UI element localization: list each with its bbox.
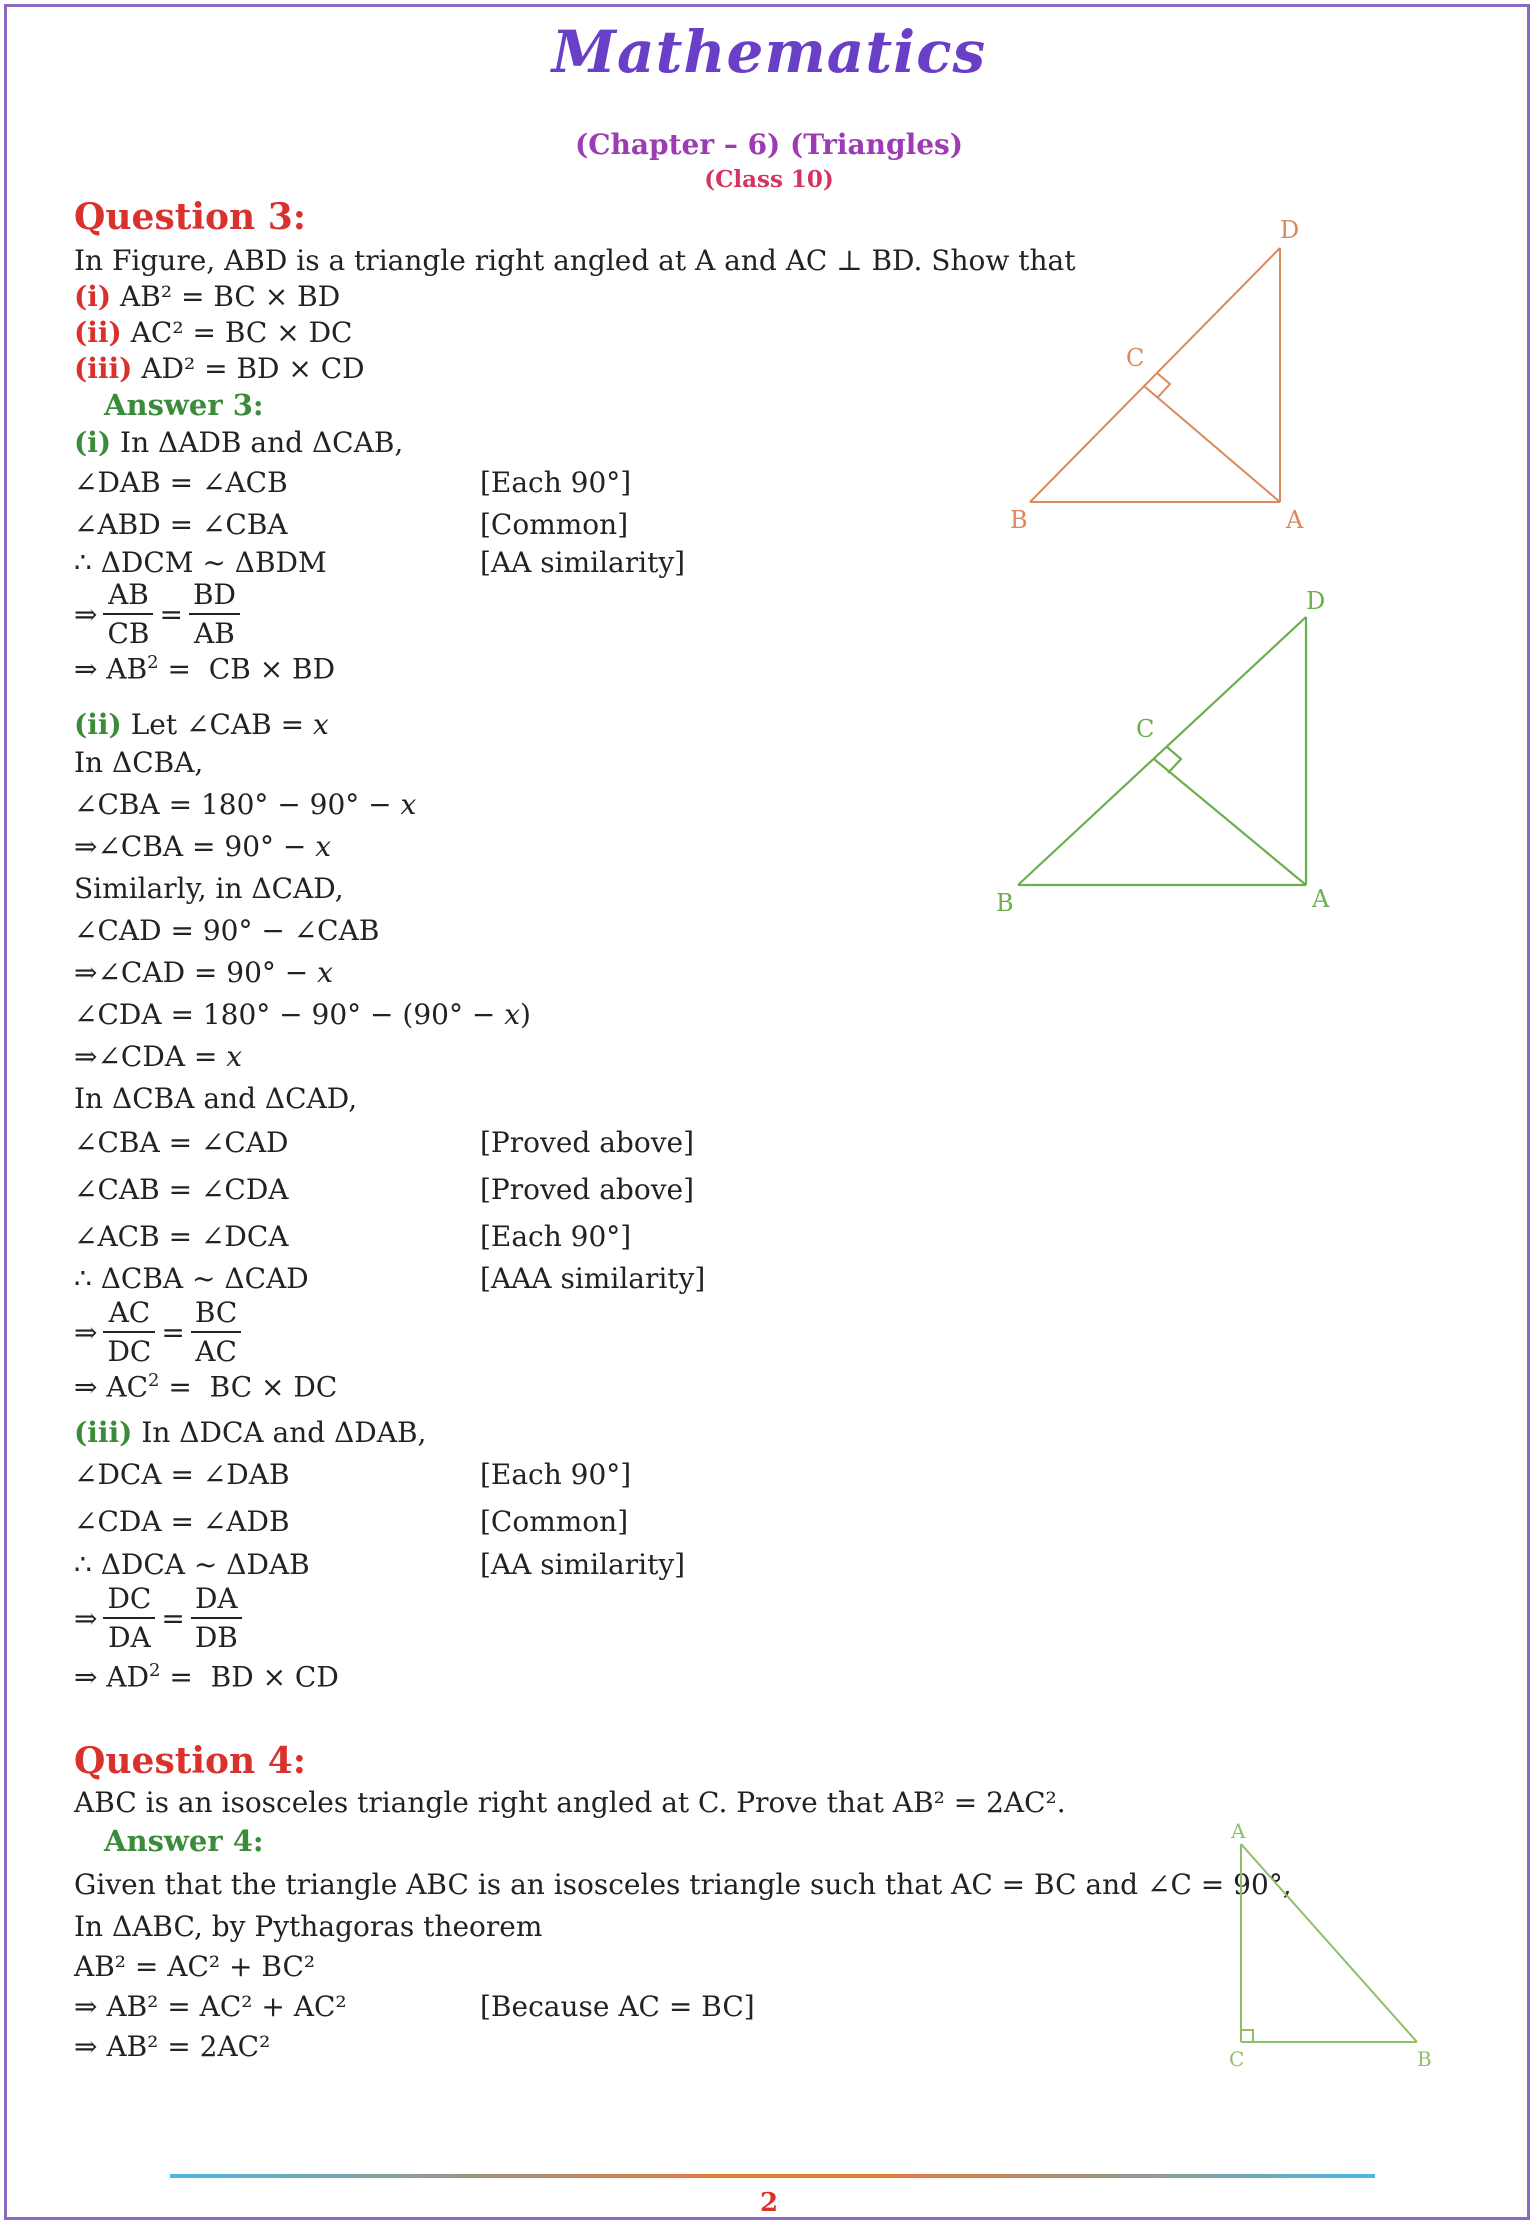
result-lhs: ⇒ AC (74, 1370, 149, 1404)
exponent: 2 (149, 1660, 161, 1681)
answer-4-heading: Answer 4: (104, 1824, 264, 1858)
vertex-c-label: C (1136, 715, 1155, 743)
result-lhs: ⇒ AD (74, 1660, 150, 1694)
question-4-intro: ABC is an isosceles triangle right angled at C. Prove that AB² = 2AC². (74, 1786, 1066, 1819)
statement: ∠CBA = ∠CAD (74, 1126, 289, 1159)
reason: [Proved above] (480, 1173, 695, 1206)
ratio-equation (74, 1582, 248, 1654)
implies-arrow: ⇒ (74, 1315, 98, 1349)
result-line (74, 1660, 339, 1693)
ratio-equation (74, 578, 246, 650)
proof-line: Given that the triangle ABC is an isosceles triangle such that AC = BC and ∠C = 90°, (74, 1868, 1292, 1901)
vertex-c-label: C (1229, 2047, 1245, 2071)
proof-line: In ΔABC, by Pythagoras theorem (74, 1910, 543, 1943)
equals-sign: = (159, 597, 183, 631)
proof-line: Similarly, in ΔCAD, (74, 872, 344, 905)
numerator: AC (103, 1296, 155, 1333)
denominator: AC (195, 1335, 237, 1368)
triangle-figure-1 (990, 210, 1330, 540)
result-rhs: = BD × CD (160, 1660, 339, 1694)
answer-3-heading: Answer 3: (104, 388, 264, 422)
segment-bd (1018, 617, 1306, 885)
vertex-b-label: B (996, 889, 1014, 917)
part-text: AD² = BD × CD (141, 352, 365, 385)
part-label: (iii) (74, 352, 133, 385)
statement: ∴ ΔCBA ~ ΔCAD (74, 1262, 309, 1295)
part-i-intro (74, 426, 403, 459)
segment-bd (1030, 248, 1280, 502)
part-intro-text: In ΔDCA and ΔDAB, (141, 1416, 427, 1449)
statement: ∠ABD = ∠CBA (74, 508, 288, 541)
part-ii-intro (74, 708, 329, 741)
numerator: DA (191, 1582, 242, 1619)
proof-line: ⇒∠CBA = 90° − 𝑥 (74, 830, 332, 863)
statement: ∠DAB = ∠ACB (74, 466, 288, 499)
vertex-a-label: A (1312, 885, 1330, 913)
statement: ∴ ΔDCA ~ ΔDAB (74, 1548, 310, 1581)
proof-line: ⇒ AB² = 2AC² (74, 2030, 271, 2063)
page-number: 2 (759, 2188, 779, 2218)
implies-arrow: ⇒ (74, 597, 98, 631)
question-4-heading: Question 4: (74, 1740, 307, 1782)
reason: [Common] (480, 1505, 629, 1538)
page-title: Mathematics (551, 18, 987, 86)
question-3-part-i (74, 280, 340, 313)
numerator: BD (189, 578, 240, 615)
statement: ∠DCA = ∠DAB (74, 1458, 290, 1491)
result-rhs: = CB × BD (158, 652, 336, 686)
exponent: 2 (147, 652, 159, 673)
fraction (103, 1582, 155, 1654)
result-line (74, 652, 335, 685)
part-label: (ii) (74, 708, 122, 741)
result-line (74, 1370, 337, 1403)
statement: ⇒ AB² = AC² + AC² (74, 1990, 347, 2023)
part-label: (i) (74, 280, 112, 313)
question-3-heading: Question 3: (74, 196, 307, 238)
right-angle-mark (1157, 373, 1170, 397)
numerator: BC (191, 1296, 242, 1333)
part-iii-intro (74, 1416, 426, 1449)
denominator: CB (107, 617, 150, 650)
equals-sign: = (161, 1601, 185, 1635)
vertex-b-label: B (1417, 2047, 1432, 2071)
reason: [AAA similarity] (480, 1262, 706, 1295)
statement: ∠CAB = ∠CDA (74, 1173, 289, 1206)
vertex-a-label: A (1286, 506, 1304, 534)
numerator: DC (103, 1582, 155, 1619)
vertex-a-label: A (1231, 1819, 1246, 1843)
implies-arrow: ⇒ (74, 1601, 98, 1635)
proof-line: ⇒∠CDA = 𝑥 (74, 1040, 243, 1073)
proof-line: ∠CAD = 90° − ∠CAB (74, 914, 380, 947)
vertex-c-label: C (1126, 344, 1145, 372)
reason: [Each 90°] (480, 1220, 632, 1253)
proof-line: In ΔCBA and ΔCAD, (74, 1082, 358, 1115)
question-3-intro: In Figure, ABD is a triangle right angled at A and AC ⊥ BD. Show that (74, 244, 1076, 277)
statement: ∠ACB = ∠DCA (74, 1220, 289, 1253)
statement: ∴ ΔDCM ~ ΔBDM (74, 546, 327, 579)
class-subtitle: (Class 10) (704, 166, 834, 193)
part-label: (ii) (74, 316, 122, 349)
numerator: AB (103, 578, 153, 615)
proof-line: ⇒∠CAD = 90° − 𝑥 (74, 956, 333, 989)
triangle-figure-3 (1205, 1820, 1455, 2080)
reason: [Each 90°] (480, 1458, 632, 1491)
vertex-d-label: D (1306, 587, 1326, 615)
result-lhs: ⇒ AB (74, 652, 148, 686)
segment-ab (1241, 1844, 1417, 2042)
footer-divider (170, 2174, 1375, 2178)
denominator: AB (194, 617, 235, 650)
proof-line: ∠CBA = 180° − 90° − 𝑥 (74, 788, 417, 821)
denominator: DA (108, 1621, 151, 1654)
reason: [Because AC = BC] (480, 1990, 755, 2023)
fraction (189, 578, 240, 650)
reason: [Proved above] (480, 1126, 695, 1159)
right-angle-mark (1167, 747, 1181, 773)
reason: [AA similarity] (480, 1548, 686, 1581)
reason: [AA similarity] (480, 546, 686, 579)
triangle-figure-2 (990, 585, 1360, 925)
question-3-part-ii (74, 316, 352, 349)
reason: [Each 90°] (480, 466, 632, 499)
fraction (191, 1296, 242, 1368)
part-intro-text: In ΔADB and ΔCAB, (120, 426, 404, 459)
proof-line: AB² = AC² + BC² (74, 1950, 316, 1983)
segment-ca (1154, 759, 1306, 885)
part-label: (iii) (74, 1416, 133, 1449)
part-text: AB² = BC × BD (120, 280, 341, 313)
fraction (103, 1296, 155, 1368)
exponent: 2 (148, 1370, 160, 1391)
reason: [Common] (480, 508, 629, 541)
part-intro-text: Let ∠CAB = 𝑥 (130, 708, 329, 741)
segment-ca (1144, 386, 1280, 502)
ratio-equation (74, 1296, 247, 1368)
proof-line: In ΔCBA, (74, 746, 204, 779)
part-text: AC² = BC × DC (130, 316, 353, 349)
part-label: (i) (74, 426, 112, 459)
vertex-b-label: B (1010, 506, 1028, 534)
statement: ∠CDA = ∠ADB (74, 1505, 290, 1538)
result-rhs: = BC × DC (159, 1370, 338, 1404)
chapter-subtitle: (Chapter – 6) (Triangles) (574, 128, 964, 161)
proof-line: ∠CDA = 180° − 90° − (90° − 𝑥) (74, 998, 531, 1031)
fraction (103, 578, 153, 650)
right-angle-mark (1241, 2030, 1253, 2042)
fraction (191, 1582, 242, 1654)
denominator: DB (194, 1621, 238, 1654)
vertex-d-label: D (1280, 216, 1300, 244)
question-3-part-iii (74, 352, 365, 385)
denominator: DC (107, 1335, 152, 1368)
equals-sign: = (161, 1315, 185, 1349)
